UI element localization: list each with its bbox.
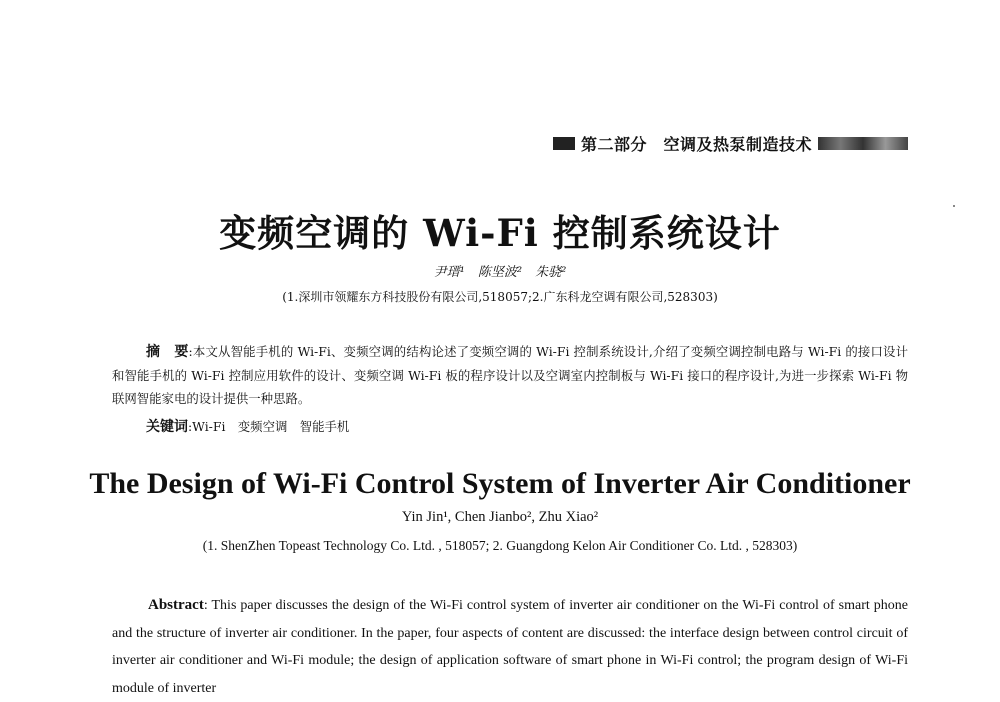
header-marker-right: [818, 137, 908, 150]
english-abstract-label: Abstract: [148, 597, 204, 613]
chinese-abstract-text: :本文从智能手机的 Wi-Fi、变频空调的结构论述了变频空调的 Wi-Fi 控制系统设计,介绍了变频空调控制电路与 Wi-Fi 的接口设计和智能手机的 Wi-Fi 控制应用软件的设计、变频空调 Wi-Fi 板的程序设计以及空调室内控制板与 Wi-Fi 接口的程序设计,为进一步探索 Wi-Fi 物联网智能家电的设计提供一种思路。: [112, 344, 908, 406]
chinese-title: 变频空调的 Wi-Fi 控制系统设计: [219, 211, 781, 255]
english-affiliation: (1. ShenZhen Topeast Technology Co. Ltd. , 518057; 2. Guangdong Kelon Air Conditioner Co. Ltd. , 528303): [202, 538, 798, 553]
running-header: [553, 132, 908, 155]
chinese-affiliation: (1.深圳市领耀东方科技股份有限公司,518057;2.广东科龙空调有限公司,528303): [282, 290, 718, 304]
header-marker-left: [553, 137, 575, 150]
running-header-text: 第二部分 空调及热泵制造技术: [580, 135, 812, 154]
chinese-keywords-label: 关键词: [146, 419, 188, 435]
chinese-keywords-text: :Wi-Fi 变频空调 智能手机: [188, 419, 350, 434]
chinese-authors: 尹瑨¹ 陈坚波² 朱骁²: [433, 265, 567, 280]
english-abstract-text: : This paper discusses the design of the Wi-Fi control system of inverter air conditioner on the Wi-Fi control of smart phone and the structure of inverter air conditioner. In the paper, four aspects of content are discussed: the interface design between control circuit of inverter air conditioner and Wi-Fi module; the design of application software of smart phone in Wi-Fi control; the program design of Wi-Fi module of inverter: [112, 598, 908, 696]
english-title: The Design of Wi-Fi Control System of Inverter Air Conditioner: [89, 467, 911, 500]
chinese-abstract: [112, 340, 908, 410]
english-authors: Yin Jin¹, Chen Jianbo², Zhu Xiao²: [401, 509, 599, 525]
english-abstract: [112, 592, 908, 702]
chinese-keywords: [146, 416, 349, 436]
chinese-abstract-label: 摘 要: [146, 344, 189, 360]
